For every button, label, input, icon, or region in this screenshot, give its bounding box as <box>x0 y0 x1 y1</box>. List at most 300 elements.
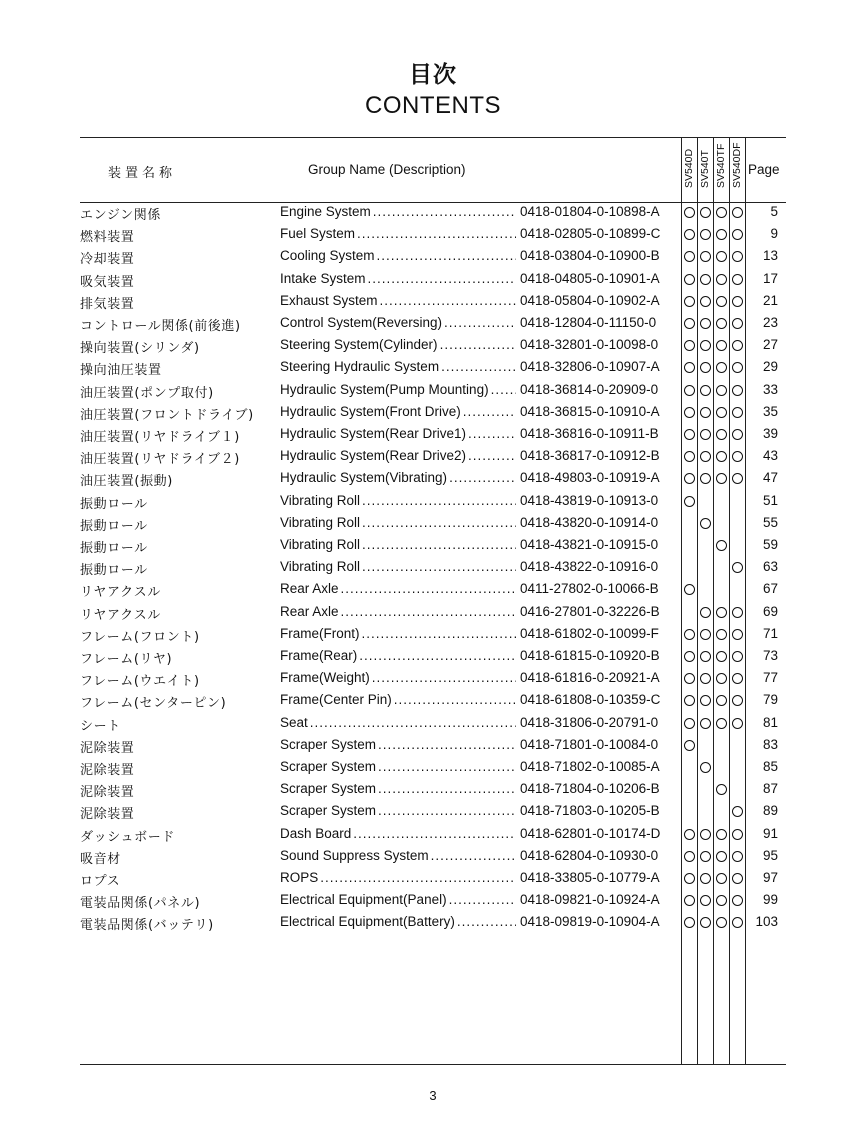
applicable-mark-icon <box>684 451 695 462</box>
row-part-code: 0418-36814-0-20909-0 <box>520 381 659 397</box>
applicable-mark-icon <box>732 340 743 351</box>
table-row <box>0 846 866 868</box>
applicable-mark-icon <box>700 451 711 462</box>
row-part-code: 0418-36817-0-10912-B <box>520 448 660 464</box>
applicable-mark-icon <box>700 873 711 884</box>
row-part-code: 0418-71802-0-10085-A <box>520 759 660 774</box>
applicable-mark-icon <box>684 251 695 262</box>
row-group-name-text: Scraper System <box>280 781 377 797</box>
row-japanese-name: 吸音材 <box>80 851 121 867</box>
table-row <box>0 491 866 513</box>
row-part-code: 0418-09819-0-10904-A <box>520 914 660 930</box>
row-page: 87 <box>762 781 778 797</box>
applicable-mark-icon <box>684 740 695 751</box>
applicable-mark-icon <box>732 673 743 684</box>
applicable-mark-icon <box>716 429 727 440</box>
row-group-name-text: Sound Suppress System <box>280 847 429 863</box>
row-group-name <box>280 737 516 752</box>
table-row <box>0 579 866 601</box>
row-group-name-text: Rear Axle <box>280 581 339 597</box>
applicable-mark-icon <box>716 917 727 928</box>
row-part-code: 0418-61816-0-20921-A <box>520 670 660 686</box>
row-group-name <box>280 359 516 374</box>
applicable-mark-icon <box>700 362 711 373</box>
row-part-code: 0418-43821-0-10915-0 <box>520 537 659 552</box>
row-japanese-name: 冷却装置 <box>80 252 135 268</box>
row-group-name-text: Scraper System <box>280 759 377 774</box>
row-group-name <box>280 337 516 352</box>
dot-leader <box>359 648 516 663</box>
row-japanese-name: 油圧装置(リヤドライブ２) <box>80 452 240 468</box>
row-part-code: 0418-02805-0-10899-C <box>520 226 661 242</box>
row-part-code: 0418-36815-0-10910-A <box>520 403 660 419</box>
applicable-mark-icon <box>684 340 695 351</box>
row-part-code: 0411-27802-0-10066-B <box>520 581 659 597</box>
row-page: 81 <box>762 714 778 730</box>
row-part-code: 0418-71804-0-10206-B <box>520 781 660 797</box>
header-model-sv540df: SV540DF <box>731 142 743 188</box>
applicable-mark-icon <box>684 917 695 928</box>
applicable-mark-icon <box>700 318 711 329</box>
row-group-name <box>280 581 516 596</box>
applicable-mark-icon <box>732 473 743 484</box>
row-japanese-name: 泥除装置 <box>80 785 135 801</box>
row-page: 35 <box>762 403 778 419</box>
row-group-name <box>280 670 516 685</box>
row-page: 95 <box>762 847 778 863</box>
header-model-sv540tf: SV540TF <box>715 143 727 188</box>
applicable-mark-icon <box>684 229 695 240</box>
applicable-mark-icon <box>732 651 743 662</box>
row-part-code: 0418-71803-0-10205-B <box>520 803 660 819</box>
row-part-code: 0418-03804-0-10900-B <box>520 248 660 264</box>
row-group-name <box>280 470 516 485</box>
row-group-name-text: Intake System <box>280 270 366 286</box>
row-japanese-name: 油圧装置(フロントドライブ) <box>80 407 254 423</box>
dot-leader <box>449 470 516 485</box>
row-group-name <box>280 515 516 530</box>
row-part-code: 0418-43819-0-10913-0 <box>520 492 659 508</box>
dot-leader <box>468 448 516 463</box>
applicable-mark-icon <box>716 407 727 418</box>
dot-leader <box>441 359 516 374</box>
row-japanese-name: 電装品関係(バッテリ) <box>80 918 214 934</box>
row-japanese-name: 振動ロール <box>80 496 148 512</box>
row-group-name-text: Vibrating Roll <box>280 514 361 530</box>
table-row <box>0 202 866 224</box>
row-page: 83 <box>762 736 778 752</box>
row-group-name <box>280 781 516 796</box>
row-japanese-name: 電装品関係(パネル) <box>80 896 201 912</box>
applicable-mark-icon <box>716 274 727 285</box>
table-row <box>0 824 866 846</box>
row-page: 73 <box>762 648 778 663</box>
applicable-mark-icon <box>700 762 711 773</box>
row-group-name <box>280 692 516 707</box>
table-row <box>0 801 866 823</box>
row-page: 17 <box>762 270 778 286</box>
dot-leader <box>373 204 516 219</box>
dot-leader <box>444 315 516 330</box>
row-page: 43 <box>762 448 778 464</box>
row-part-code: 0418-61815-0-10920-B <box>520 648 660 663</box>
row-japanese-name: 油圧装置(振動) <box>80 474 173 490</box>
table-row <box>0 402 866 424</box>
row-group-name-text: Hydraulic System(Rear Drive1) <box>280 426 467 441</box>
applicable-mark-icon <box>716 296 727 307</box>
applicable-mark-icon <box>684 584 695 595</box>
row-group-name-text: Vibrating Roll <box>280 492 361 508</box>
row-page: 13 <box>762 248 778 264</box>
row-group-name-text: Electrical Equipment(Panel) <box>280 892 447 908</box>
row-japanese-name: 操向油圧装置 <box>80 363 162 379</box>
row-part-code: 0418-05804-0-10902-A <box>520 292 660 308</box>
row-page: 5 <box>770 204 778 219</box>
page-title-english: CONTENTS <box>365 92 501 119</box>
row-group-name <box>280 826 516 841</box>
applicable-mark-icon <box>700 917 711 928</box>
row-page: 21 <box>762 292 778 308</box>
applicable-mark-icon <box>716 451 727 462</box>
row-group-name <box>280 870 516 885</box>
applicable-mark-icon <box>716 629 727 640</box>
applicable-mark-icon <box>684 362 695 373</box>
row-group-name <box>280 537 516 552</box>
applicable-mark-icon <box>684 318 695 329</box>
row-page: 89 <box>762 803 778 819</box>
table-row <box>0 735 866 757</box>
applicable-mark-icon <box>732 917 743 928</box>
applicable-mark-icon <box>700 385 711 396</box>
dot-leader <box>372 670 516 685</box>
row-group-name-text: Seat <box>280 714 308 730</box>
applicable-mark-icon <box>716 340 727 351</box>
row-part-code: 0418-71801-0-10084-0 <box>520 736 659 752</box>
row-page: 55 <box>762 514 778 530</box>
dot-leader <box>378 759 516 774</box>
applicable-mark-icon <box>684 274 695 285</box>
row-japanese-name: 油圧装置(ポンプ取付) <box>80 385 214 401</box>
header-group-name: Group Name (Description) <box>308 162 466 177</box>
applicable-mark-icon <box>716 207 727 218</box>
applicable-mark-icon <box>700 829 711 840</box>
applicable-mark-icon <box>684 429 695 440</box>
table-row <box>0 335 866 357</box>
applicable-mark-icon <box>700 718 711 729</box>
applicable-mark-icon <box>684 296 695 307</box>
row-page: 71 <box>762 625 778 641</box>
dot-leader <box>380 293 516 308</box>
row-page: 77 <box>762 670 778 686</box>
row-group-name-text: Frame(Rear) <box>280 648 358 663</box>
row-group-name-text: Frame(Front) <box>280 625 360 641</box>
row-japanese-name: リヤアクスル <box>80 607 161 623</box>
applicable-mark-icon <box>732 562 743 573</box>
table-row <box>0 912 866 934</box>
row-page: 69 <box>762 603 778 619</box>
row-page: 67 <box>762 581 778 597</box>
row-part-code: 0418-49803-0-10919-A <box>520 470 660 486</box>
row-japanese-name: フレーム(センターピン) <box>80 696 227 712</box>
applicable-mark-icon <box>716 251 727 262</box>
row-japanese-name: 振動ロール <box>80 541 148 556</box>
table-row <box>0 779 866 801</box>
row-group-name <box>280 604 516 619</box>
dot-leader <box>394 692 516 707</box>
table-row <box>0 602 866 624</box>
table-row <box>0 624 866 646</box>
header-japanese-name: 装置名称 <box>108 166 177 181</box>
applicable-mark-icon <box>716 718 727 729</box>
table-row <box>0 535 866 557</box>
row-japanese-name: ダッシュボード <box>80 829 175 845</box>
applicable-mark-icon <box>700 429 711 440</box>
row-group-name <box>280 626 516 641</box>
row-part-code: 0418-33805-0-10779-A <box>520 870 660 885</box>
row-group-name <box>280 271 516 286</box>
applicable-mark-icon <box>732 829 743 840</box>
dot-leader <box>362 515 516 530</box>
applicable-mark-icon <box>700 895 711 906</box>
row-japanese-name: 振動ロール <box>80 518 148 534</box>
row-group-name <box>280 248 516 263</box>
table-row <box>0 380 866 402</box>
row-part-code: 0418-01804-0-10898-A <box>520 204 660 219</box>
row-japanese-name: ロプス <box>80 874 121 889</box>
row-group-name-text: Scraper System <box>280 803 377 819</box>
applicable-mark-icon <box>716 695 727 706</box>
row-group-name-text: Steering System(Cylinder) <box>280 337 438 353</box>
dot-leader <box>357 226 516 241</box>
row-group-name-text: ROPS <box>280 870 319 885</box>
page-title-japanese: 目次 <box>409 62 457 88</box>
row-group-name <box>280 448 516 463</box>
row-group-name <box>280 493 516 508</box>
row-group-name-text: Hydraulic System(Pump Mounting) <box>280 381 489 397</box>
row-page: 103 <box>755 914 778 930</box>
row-part-code: 0418-62801-0-10174-D <box>520 825 661 841</box>
row-group-name-text: Fuel System <box>280 226 356 242</box>
table-row <box>0 757 866 779</box>
applicable-mark-icon <box>700 518 711 529</box>
row-group-name <box>280 559 516 574</box>
row-group-name-text: Vibrating Roll <box>280 537 361 552</box>
dot-leader <box>362 626 516 641</box>
row-group-name-text: Hydraulic System(Front Drive) <box>280 403 461 419</box>
applicable-mark-icon <box>700 207 711 218</box>
table-row <box>0 868 866 890</box>
applicable-mark-icon <box>716 673 727 684</box>
header-page: Page <box>748 162 780 177</box>
applicable-mark-icon <box>732 629 743 640</box>
row-part-code: 0418-12804-0-11150-0 <box>520 315 657 330</box>
applicable-mark-icon <box>700 229 711 240</box>
row-group-name <box>280 715 516 730</box>
dot-leader <box>378 803 516 818</box>
table-row <box>0 291 866 313</box>
applicable-mark-icon <box>684 695 695 706</box>
applicable-mark-icon <box>716 651 727 662</box>
dot-leader <box>491 382 516 397</box>
row-japanese-name: 泥除装置 <box>80 807 135 823</box>
row-group-name-text: Engine System <box>280 204 371 219</box>
row-group-name <box>280 892 516 907</box>
applicable-mark-icon <box>716 784 727 795</box>
applicable-mark-icon <box>732 806 743 817</box>
row-part-code: 0418-31806-0-20791-0 <box>520 714 659 730</box>
row-part-code: 0418-09821-0-10924-A <box>520 892 660 908</box>
row-japanese-name: フレーム(リヤ) <box>80 652 173 667</box>
applicable-mark-icon <box>700 473 711 484</box>
dot-leader <box>440 337 516 352</box>
applicable-mark-icon <box>732 385 743 396</box>
applicable-mark-icon <box>716 385 727 396</box>
row-group-name <box>280 426 516 441</box>
row-group-name <box>280 382 516 397</box>
applicable-mark-icon <box>732 407 743 418</box>
row-page: 39 <box>762 426 778 441</box>
applicable-mark-icon <box>684 207 695 218</box>
applicable-mark-icon <box>716 829 727 840</box>
applicable-mark-icon <box>716 540 727 551</box>
row-group-name-text: Frame(Weight) <box>280 670 370 686</box>
dot-leader <box>341 581 516 596</box>
applicable-mark-icon <box>732 451 743 462</box>
row-japanese-name: エンジン関係 <box>80 208 161 223</box>
row-japanese-name: 油圧装置(リヤドライブ１) <box>80 430 240 445</box>
dot-leader <box>310 715 516 730</box>
applicable-mark-icon <box>732 718 743 729</box>
applicable-mark-icon <box>684 496 695 507</box>
row-page: 91 <box>762 825 778 841</box>
row-group-name-text: Exhaust System <box>280 292 378 308</box>
applicable-mark-icon <box>684 673 695 684</box>
table-row <box>0 313 866 335</box>
dot-leader <box>457 914 516 929</box>
applicable-mark-icon <box>684 651 695 662</box>
dot-leader <box>341 604 516 619</box>
row-page: 33 <box>762 381 778 397</box>
table-row <box>0 668 866 690</box>
applicable-mark-icon <box>732 429 743 440</box>
row-part-code: 0418-43820-0-10914-0 <box>520 514 659 530</box>
applicable-mark-icon <box>684 718 695 729</box>
applicable-mark-icon <box>700 296 711 307</box>
row-part-code: 0418-36816-0-10911-B <box>520 426 659 441</box>
row-group-name <box>280 648 516 663</box>
row-page: 47 <box>762 470 778 486</box>
row-japanese-name: コントロール関係(前後進) <box>80 319 241 334</box>
row-group-name <box>280 803 516 818</box>
row-group-name <box>280 759 516 774</box>
dot-leader <box>468 426 516 441</box>
row-page: 23 <box>762 315 778 330</box>
applicable-mark-icon <box>684 851 695 862</box>
page-number: 3 <box>429 1088 437 1103</box>
row-part-code: 0418-62804-0-10930-0 <box>520 847 659 863</box>
row-japanese-name: リヤアクスル <box>80 585 161 601</box>
row-japanese-name: シート <box>80 718 121 734</box>
applicable-mark-icon <box>732 296 743 307</box>
applicable-mark-icon <box>684 873 695 884</box>
applicable-mark-icon <box>732 207 743 218</box>
applicable-mark-icon <box>700 340 711 351</box>
dot-leader <box>362 559 516 574</box>
applicable-mark-icon <box>700 695 711 706</box>
applicable-mark-icon <box>732 607 743 618</box>
dot-leader <box>378 781 516 796</box>
applicable-mark-icon <box>700 651 711 662</box>
row-part-code: 0416-27801-0-32226-B <box>520 603 660 619</box>
row-japanese-name: 泥除装置 <box>80 763 135 778</box>
table-row <box>0 246 866 268</box>
row-page: 9 <box>770 226 778 242</box>
row-japanese-name: 排気装置 <box>80 296 135 312</box>
applicable-mark-icon <box>700 673 711 684</box>
row-page: 79 <box>762 692 778 708</box>
row-japanese-name: フレーム(フロント) <box>80 629 200 645</box>
row-japanese-name: 泥除装置 <box>80 740 135 756</box>
dot-leader <box>431 848 516 863</box>
applicable-mark-icon <box>684 407 695 418</box>
row-page: 85 <box>762 759 778 774</box>
table-row <box>0 424 866 446</box>
dot-leader <box>362 537 516 552</box>
bottom-rule <box>80 1064 786 1065</box>
row-page: 29 <box>762 359 778 375</box>
table-row <box>0 513 866 535</box>
row-japanese-name: 操向装置(シリンダ) <box>80 341 200 357</box>
dot-leader <box>463 404 516 419</box>
applicable-mark-icon <box>732 895 743 906</box>
applicable-mark-icon <box>732 695 743 706</box>
applicable-mark-icon <box>732 274 743 285</box>
row-part-code: 0418-32806-0-10907-A <box>520 359 660 375</box>
applicable-mark-icon <box>732 318 743 329</box>
table-row <box>0 468 866 490</box>
row-part-code: 0418-04805-0-10901-A <box>520 270 660 286</box>
table-row <box>0 224 866 246</box>
applicable-mark-icon <box>684 829 695 840</box>
dot-leader <box>449 892 516 907</box>
applicable-mark-icon <box>716 362 727 373</box>
applicable-mark-icon <box>684 385 695 396</box>
applicable-mark-icon <box>684 629 695 640</box>
applicable-mark-icon <box>716 851 727 862</box>
row-group-name <box>280 226 516 241</box>
applicable-mark-icon <box>700 274 711 285</box>
applicable-mark-icon <box>700 251 711 262</box>
row-group-name-text: Hydraulic System(Rear Drive2) <box>280 448 467 464</box>
applicable-mark-icon <box>684 895 695 906</box>
row-group-name-text: Steering Hydraulic System <box>280 359 440 375</box>
applicable-mark-icon <box>716 229 727 240</box>
dot-leader <box>368 271 516 286</box>
applicable-mark-icon <box>732 873 743 884</box>
row-group-name-text: Electrical Equipment(Battery) <box>280 914 455 930</box>
row-part-code: 0418-61802-0-10099-F <box>520 625 659 641</box>
table-row <box>0 269 866 291</box>
row-part-code: 0418-32801-0-10098-0 <box>520 337 659 353</box>
row-group-name <box>280 204 516 219</box>
row-japanese-name: 吸気装置 <box>80 274 135 290</box>
table-row <box>0 890 866 912</box>
applicable-mark-icon <box>716 473 727 484</box>
row-page: 59 <box>762 537 778 552</box>
row-group-name-text: Rear Axle <box>280 603 339 619</box>
row-group-name <box>280 315 516 330</box>
table-row <box>0 357 866 379</box>
